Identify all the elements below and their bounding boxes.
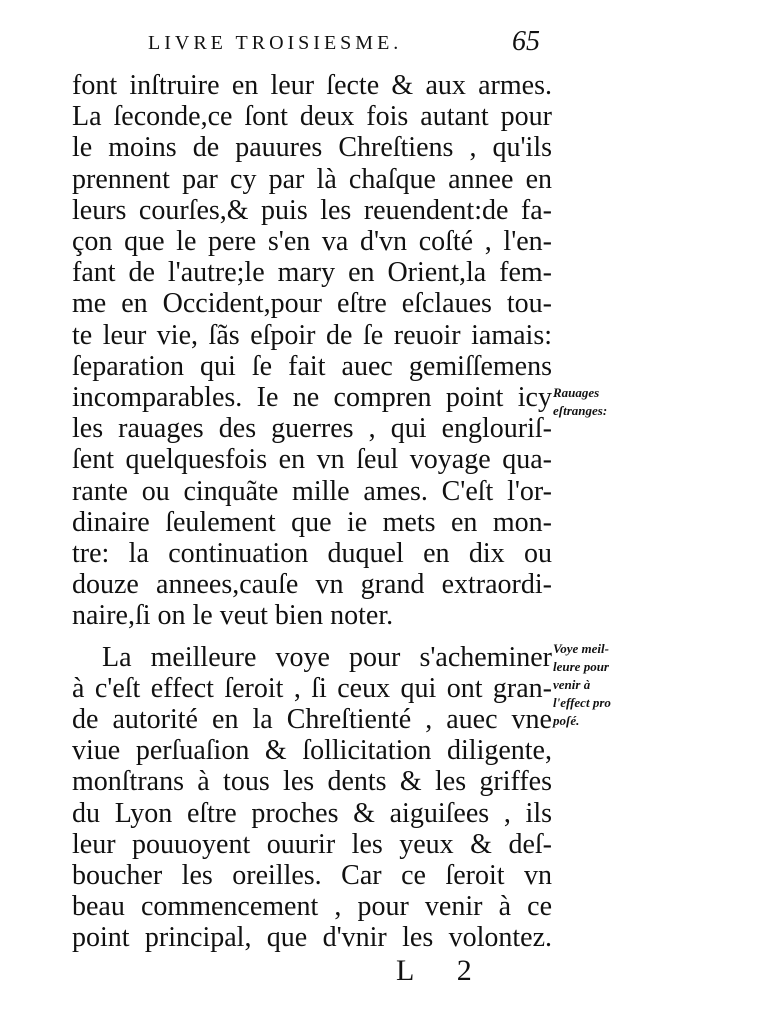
- page-number: 65: [512, 26, 540, 57]
- text-line: point principal, que d'vnir les volontez.: [72, 922, 552, 954]
- margin-note-line: leure pour: [553, 659, 609, 674]
- text-line: incomparables. Ie ne compren point icy: [72, 382, 552, 414]
- text-line: leur pouuoyent ouurir les yeux & deſ-: [72, 828, 552, 860]
- text-line: du Lyon eſtre proches & aiguiſees , ils: [72, 797, 552, 829]
- text-line: douze annees,cauſe vn grand extraordi-: [72, 569, 552, 601]
- text-line: à c'eſt effect ſeroit , ſi ceux qui ont gran-: [72, 672, 552, 704]
- body-text: [72, 70, 552, 954]
- text-line: ſent quelquesfois en vn ſeul voyage qua-: [72, 444, 552, 476]
- text-line: monſtrans à tous les dents & les griffes: [72, 766, 552, 798]
- text-line: boucher les oreilles. Car ce ſeroit vn: [72, 860, 552, 892]
- text-line: les rauages des guerres , qui englouriſ-: [72, 413, 552, 445]
- margin-note-line: Voye meil-: [553, 641, 609, 656]
- margin-note-line: venir à: [553, 677, 591, 692]
- text-line: me en Occident,pour eſtre eſclaues tou-: [72, 288, 552, 320]
- signature-mark: L 2: [396, 954, 490, 987]
- text-line: rante ou cinquãte mille ames. C'eſt l'or-: [72, 475, 552, 507]
- text-line: dinaire ſeulement que ie mets en mon-: [72, 506, 552, 538]
- text-line: çon que le pere s'en va d'vn coſté , l'en-: [72, 226, 552, 258]
- text-line: fant de l'autre;le mary en Orient,la fem-: [72, 257, 552, 289]
- margin-note-line: poſé.: [553, 713, 580, 728]
- text-line: te leur vie, ſãs eſpoir de ſe reuoir iamais:: [72, 319, 552, 351]
- text-line: leurs courſes,& puis les reuendent:de fa-: [72, 194, 552, 226]
- margin-note-line: Rauages: [553, 385, 600, 400]
- text-line: ſeparation qui ſe fait auec gemiſſemens: [72, 350, 552, 382]
- margin-note-line: l'effect pro: [553, 695, 611, 710]
- text-line: La ſeconde,ce ſont deux fois autant pour: [72, 101, 552, 133]
- text-line: viue perſuaſion & ſollicitation diligente,: [72, 735, 552, 767]
- text-line: prennent par cy par là chaſque annee en: [72, 163, 552, 195]
- text-line: tre: la continuation duquel en dix ou: [72, 538, 552, 570]
- running-head: LIVRE TROISIESME.: [148, 32, 403, 54]
- text-line: beau commencement , pour venir à ce: [72, 891, 552, 923]
- text-line: La meilleure voye pour s'acheminer: [102, 641, 552, 673]
- margin-note-voye: [553, 640, 611, 730]
- margin-note-rauages: [553, 384, 607, 420]
- text-line: font inſtruire en leur ſecte & aux armes.: [72, 70, 552, 101]
- text-line: le moins de pauures Chreſtiens , qu'ils: [72, 132, 552, 164]
- text-line: de autorité en la Chreſtienté , auec vne: [72, 704, 552, 736]
- text-line: naire,ſi on le veut bien noter.: [72, 600, 394, 632]
- margin-note-line: eſtranges:: [553, 403, 608, 418]
